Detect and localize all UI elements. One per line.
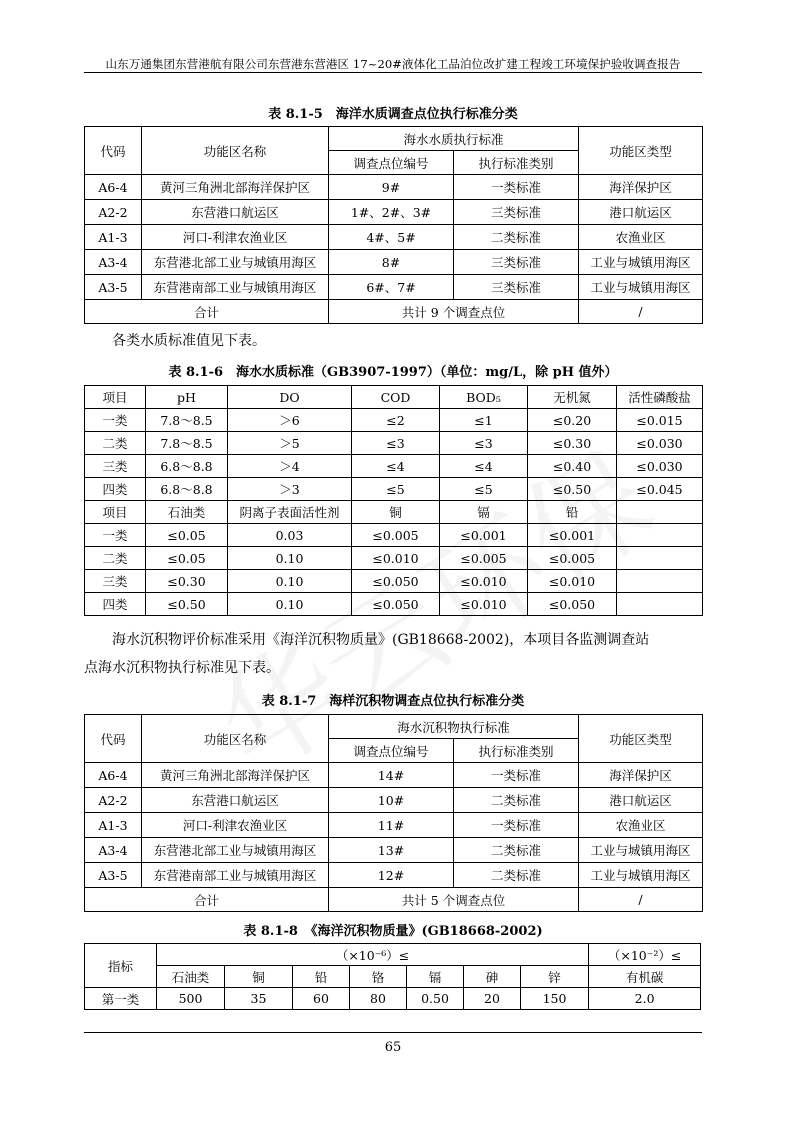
- cell: 0.50: [407, 988, 464, 1010]
- table-row: [85, 988, 701, 1010]
- cell: 6.8～8.8: [146, 478, 228, 501]
- cell: A3-4: [85, 250, 142, 275]
- cell: 黄河三角洲北部海洋保护区: [142, 763, 329, 788]
- cell: 铜: [225, 966, 293, 988]
- cell: ≤0.030: [617, 432, 703, 455]
- total-row: [85, 888, 703, 912]
- unit-header: （×10⁻²）≤: [589, 944, 701, 966]
- col-head-group: 海水沉积物执行标准: [329, 715, 579, 739]
- cell: 35: [225, 988, 293, 1010]
- cell: ≤0.50: [528, 478, 617, 501]
- cell: 三类: [85, 455, 146, 478]
- cell: 工业与城镇用海区: [579, 275, 703, 300]
- col-head-type: 功能区类型: [579, 715, 703, 763]
- cell: ≤0.005: [528, 547, 617, 570]
- cell: ≤0.030: [617, 455, 703, 478]
- cell: 石油类: [146, 501, 228, 524]
- table-row: [85, 570, 703, 593]
- cell: A6-4: [85, 763, 142, 788]
- cell: ≤1: [440, 409, 528, 432]
- table-row: [85, 863, 703, 888]
- cell: 镉: [407, 966, 464, 988]
- table-row: [85, 547, 703, 570]
- cell: ≤0.045: [617, 478, 703, 501]
- cell: 东营港南部工业与城镇用海区: [142, 863, 329, 888]
- cell: 四类: [85, 593, 146, 616]
- cell: 东营港口航运区: [142, 200, 329, 225]
- table-row: [85, 225, 703, 250]
- cell: 铜: [352, 501, 440, 524]
- table-8-1-8: [84, 943, 701, 1010]
- total-row: [85, 300, 703, 324]
- cell: ≤0.05: [146, 547, 228, 570]
- cell: 合计: [85, 300, 329, 324]
- cell: 镉: [440, 501, 528, 524]
- cell: ≤0.20: [528, 409, 617, 432]
- cell: 锌: [521, 966, 589, 988]
- cell: 东营港南部工业与城镇用海区: [142, 275, 329, 300]
- cell: 7.8～8.5: [146, 432, 228, 455]
- page-number: 65: [384, 1040, 402, 1055]
- cell: ≤0.010: [440, 593, 528, 616]
- cell: 三类标准: [454, 250, 579, 275]
- cell: 0.10: [228, 547, 352, 570]
- cell: 共计 5 个调查点位: [329, 888, 579, 912]
- paragraph: 海水沉积物评价标准采用《海洋沉积物质量》(GB18668-2002)，本项目各监测调查站: [112, 632, 650, 648]
- cell: 农渔业区: [579, 813, 703, 838]
- cell: ≤4: [440, 455, 528, 478]
- cell: 河口-利津农渔业区: [142, 813, 329, 838]
- cell: 4#、5#: [329, 225, 454, 250]
- table-8-1-8-caption: 表 8.1-8 《海洋沉积物质量》(GB18668-2002): [243, 924, 543, 939]
- indicator-header: 指标: [85, 944, 157, 988]
- col-head-point: 调查点位编号: [329, 739, 454, 763]
- cell: A1-3: [85, 813, 142, 838]
- table-row: [85, 275, 703, 300]
- cell: ≤0.30: [146, 570, 228, 593]
- cell: 8#: [329, 250, 454, 275]
- cell: 铅: [528, 501, 617, 524]
- cell: 三类标准: [454, 275, 579, 300]
- col-head-type: 功能区类型: [579, 127, 703, 175]
- cell: 一类标准: [454, 813, 579, 838]
- cell: 海洋保护区: [579, 175, 703, 200]
- cell: [617, 524, 703, 547]
- col-head-point: 调查点位编号: [329, 151, 454, 175]
- cell: 无机氮: [528, 386, 617, 409]
- cell: 东营港北部工业与城镇用海区: [142, 838, 329, 863]
- cell: 农渔业区: [579, 225, 703, 250]
- cell: pH: [146, 386, 228, 409]
- cell: ≤0.010: [528, 570, 617, 593]
- cell: A3-4: [85, 838, 142, 863]
- cell: 1#、2#、3#: [329, 200, 454, 225]
- cell: ≤5: [440, 478, 528, 501]
- unit-header: （×10⁻⁶）≤: [157, 944, 589, 966]
- cell: 东营港北部工业与城镇用海区: [142, 250, 329, 275]
- cell: A2-2: [85, 788, 142, 813]
- cell: ≤0.010: [352, 547, 440, 570]
- table-8-1-7: [84, 714, 703, 912]
- cell: 12#: [329, 863, 454, 888]
- cell: [617, 547, 703, 570]
- table-8-1-5: [84, 126, 703, 324]
- table-row: [85, 838, 703, 863]
- col-head-group: 海水水质执行标准: [329, 127, 579, 151]
- cell: 合计: [85, 888, 329, 912]
- cell: 0.03: [228, 524, 352, 547]
- cell: 二类标准: [454, 788, 579, 813]
- cell: ≤3: [352, 432, 440, 455]
- cell: 0.10: [228, 570, 352, 593]
- cell: /: [579, 888, 703, 912]
- cell: [617, 570, 703, 593]
- cell: 一类标准: [454, 175, 579, 200]
- table-8-1-6: [84, 385, 703, 616]
- cell: /: [579, 300, 703, 324]
- cell: 一类: [85, 409, 146, 432]
- cell: 三类标准: [454, 200, 579, 225]
- table-8-1-7-caption: 表 8.1-7 海样沉积物调查点位执行标准分类: [261, 694, 525, 709]
- cell: 二类: [85, 547, 146, 570]
- cell: 10#: [329, 788, 454, 813]
- paragraph: 点海水沉积物执行标准见下表。: [84, 660, 280, 676]
- cell: 项目: [85, 501, 146, 524]
- cell: DO: [228, 386, 352, 409]
- cell: A3-5: [85, 863, 142, 888]
- cell: COD: [352, 386, 440, 409]
- table-row: [85, 813, 703, 838]
- table-row: [85, 788, 703, 813]
- cell: ≤5: [352, 478, 440, 501]
- cell: 工业与城镇用海区: [579, 863, 703, 888]
- cell: 6#、7#: [329, 275, 454, 300]
- col-head-name: 功能区名称: [142, 715, 329, 763]
- cell: ≤0.05: [146, 524, 228, 547]
- cell: ≤0.50: [146, 593, 228, 616]
- cell: A3-5: [85, 275, 142, 300]
- table-header-row: [85, 386, 703, 409]
- cell: ≤0.40: [528, 455, 617, 478]
- cell: 三类: [85, 570, 146, 593]
- cell: 四类: [85, 478, 146, 501]
- cell: 活性磷酸盐: [617, 386, 703, 409]
- col-head-std: 执行标准类别: [454, 151, 579, 175]
- col-head-code: 代码: [85, 715, 142, 763]
- table-row: [85, 432, 703, 455]
- header-rule: [84, 72, 702, 73]
- cell: 有机碳: [589, 966, 701, 988]
- cell: 500: [157, 988, 225, 1010]
- cell: ≤0.005: [352, 524, 440, 547]
- document-header: 山东万通集团东营港航有限公司东营港东营港区 17~20#液体化工品泊位改扩建工程竣工环境保护验收调查报告: [105, 57, 681, 71]
- table-row: [85, 250, 703, 275]
- cell: 0.10: [228, 593, 352, 616]
- table-header-row: [85, 501, 703, 524]
- table-row: [85, 763, 703, 788]
- cell: 铬: [350, 966, 407, 988]
- cell: ≤0.050: [528, 593, 617, 616]
- cell: 60: [293, 988, 350, 1010]
- cell: ＞6: [228, 409, 352, 432]
- cell: 二类: [85, 432, 146, 455]
- table-row: [85, 524, 703, 547]
- cell: ＞4: [228, 455, 352, 478]
- table-row: [85, 478, 703, 501]
- cell: ＞5: [228, 432, 352, 455]
- table-row: [85, 409, 703, 432]
- cell: ≤4: [352, 455, 440, 478]
- cell: 第一类: [85, 988, 157, 1010]
- cell: 6.8～8.8: [146, 455, 228, 478]
- cell: 项目: [85, 386, 146, 409]
- cell: 150: [521, 988, 589, 1010]
- cell: ≤0.005: [440, 547, 528, 570]
- cell: 石油类: [157, 966, 225, 988]
- cell: 黄河三角洲北部海洋保护区: [142, 175, 329, 200]
- cell: 砷: [464, 966, 521, 988]
- cell: 一类: [85, 524, 146, 547]
- table-header-row: [85, 966, 701, 988]
- cell: [617, 501, 703, 524]
- cell: ≤0.015: [617, 409, 703, 432]
- table-row: [85, 175, 703, 200]
- cell: ≤0.050: [352, 593, 440, 616]
- table-row: [85, 593, 703, 616]
- cell: ≤3: [440, 432, 528, 455]
- cell: 14#: [329, 763, 454, 788]
- cell: 东营港口航运区: [142, 788, 329, 813]
- paragraph: 各类水质标准值见下表。: [112, 333, 266, 349]
- cell: 河口-利津农渔业区: [142, 225, 329, 250]
- cell: 阴离子表面活性剂: [228, 501, 352, 524]
- cell: 港口航运区: [579, 200, 703, 225]
- cell: 二类标准: [454, 225, 579, 250]
- cell: 80: [350, 988, 407, 1010]
- cell: 海洋保护区: [579, 763, 703, 788]
- cell: [617, 593, 703, 616]
- col-head-name: 功能区名称: [142, 127, 329, 175]
- cell: A1-3: [85, 225, 142, 250]
- cell: A6-4: [85, 175, 142, 200]
- cell: 20: [464, 988, 521, 1010]
- cell: ≤0.30: [528, 432, 617, 455]
- cell: ＞3: [228, 478, 352, 501]
- cell: 共计 9 个调查点位: [329, 300, 579, 324]
- cell: 二类标准: [454, 838, 579, 863]
- cell: ≤0.050: [352, 570, 440, 593]
- cell: 一类标准: [454, 763, 579, 788]
- cell: 13#: [329, 838, 454, 863]
- table-row: [85, 455, 703, 478]
- cell: 11#: [329, 813, 454, 838]
- cell: 2.0: [589, 988, 701, 1010]
- cell: 工业与城镇用海区: [579, 250, 703, 275]
- cell: 7.8～8.5: [146, 409, 228, 432]
- cell: ≤0.010: [440, 570, 528, 593]
- cell: BOD₅: [440, 386, 528, 409]
- footer-rule: [84, 1032, 702, 1033]
- col-head-std: 执行标准类别: [454, 739, 579, 763]
- table-8-1-5-caption: 表 8.1-5 海洋水质调查点位执行标准分类: [268, 107, 518, 122]
- col-head-code: 代码: [85, 127, 142, 175]
- cell: 工业与城镇用海区: [579, 838, 703, 863]
- cell: 铅: [293, 966, 350, 988]
- cell: ≤0.001: [440, 524, 528, 547]
- cell: 港口航运区: [579, 788, 703, 813]
- cell: ≤2: [352, 409, 440, 432]
- cell: 9#: [329, 175, 454, 200]
- table-row: [85, 200, 703, 225]
- cell: A2-2: [85, 200, 142, 225]
- cell: 二类标准: [454, 863, 579, 888]
- cell: ≤0.001: [528, 524, 617, 547]
- table-8-1-6-caption: 表 8.1-6 海水水质标准（GB3907-1997）（单位：mg/L，除 pH 值外）: [168, 365, 618, 380]
